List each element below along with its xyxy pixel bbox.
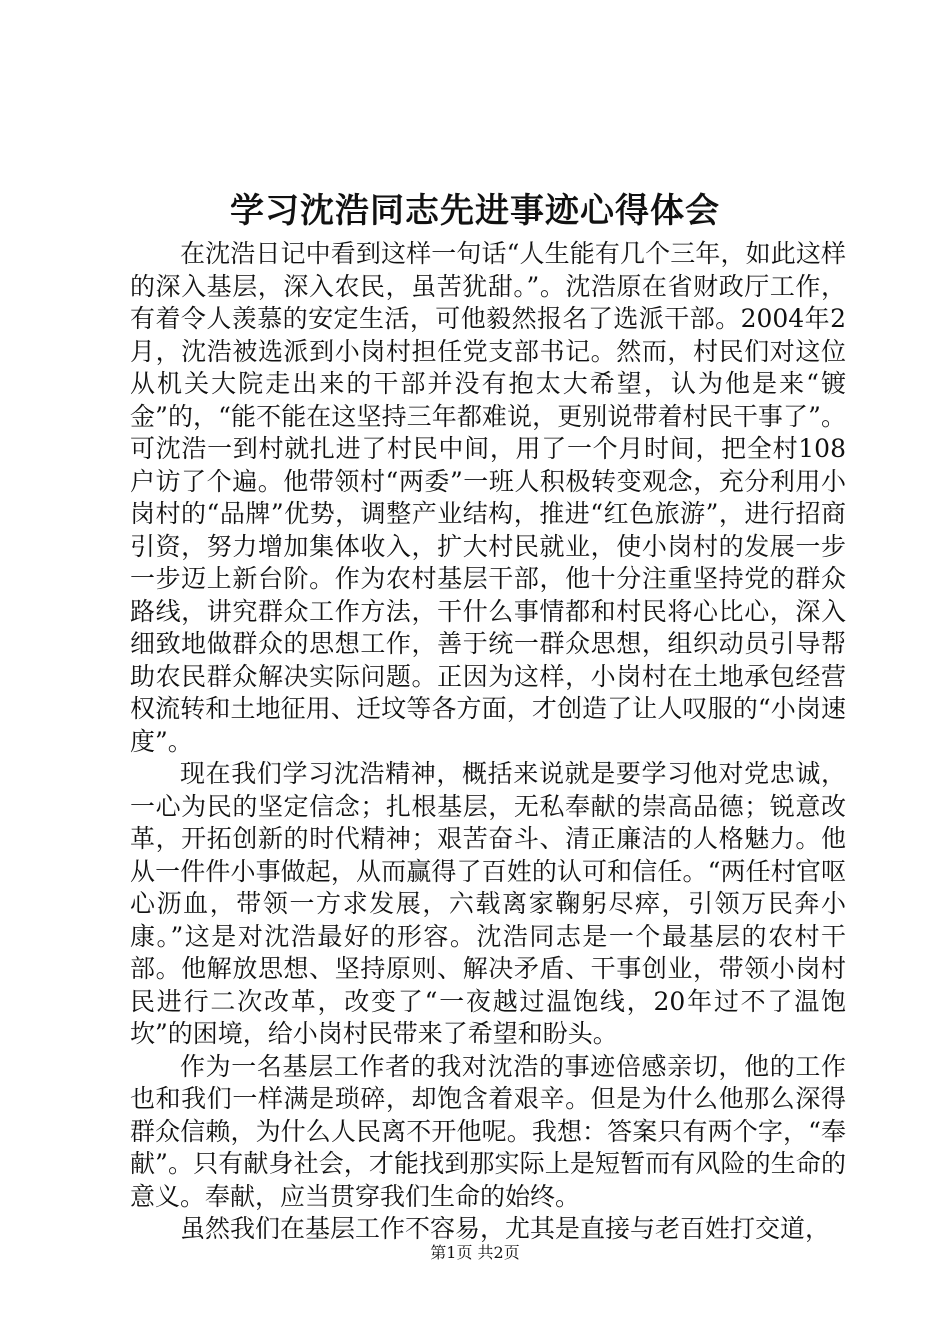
paragraph-3: 作为一名基层工作者的我对沈浩的事迹倍感亲切，他的工作也和我们一样满是琐碎，却饱含着艰辛。但是为什么他那么深得群众信赖，为什么人民离不开他呢。我想：答案只有两个字，“奉献”。只有献身社会，才能找到那实际上是短暂而有风险的生命的意义。奉献，应当贯穿我们生命的始终。: [130, 1051, 846, 1211]
paragraph-2: 现在我们学习沈浩精神，概括来说就是要学习他对党忠诚，一心为民的坚定信念；扎根基层，无私奉献的崇高品德；锐意改革，开拓创新的时代精神；艰苦奋斗、清正廉洁的人格魅力。他从一件件小事做起，从而赢得了百姓的认可和信任。“两任村官呕心沥血，带领一方求发展，六载离家鞠躬尽瘁，引领万民奔小康。”这是对沈浩最好的形容。沈浩同志是一个最基层的农村干部。他解放思想、坚持原则、解决矛盾、干事创业，带领小岗村民进行二次改革，改变了“一夜越过温饱线，20年过不了温饱坎”的困境，给小岗村民带来了希望和盼头。: [130, 759, 846, 1048]
document-title: 学习沈浩同志先进事迹心得体会: [230, 191, 720, 231]
paragraph-1: 在沈浩日记中看到这样一句话“人生能有几个三年，如此这样的深入基层，深入农民，虽苦犹甜。”。沈浩原在省财政厅工作，有着令人羡慕的安定生活，可他毅然报名了选派干部。2004年2月，沈浩被选派到小岗村担任党支部书记。然而，村民们对这位从机关大院走出来的干部并没有抱太大希望，认为他是来“镀金”的，“能不能在这坚持三年都难说，更别说带着村民干事了”。可沈浩一到村就扎进了村民中间，用了一个月时间，把全村108户访了个遍。他带领村“两委”一班人积极转变观念，充分利用小岗村的“品牌”优势，调整产业结构，推进“红色旅游”，进行招商引资，努力增加集体收入，扩大村民就业，使小岗村的发展一步一步迈上新台阶。作为农村基层干部，他十分注重坚持党的群众路线，讲究群众工作方法，干什么事情都和村民将心比心，深入细致地做群众的思想工作，善于统一群众思想，组织动员引导帮助农民群众解决实际问题。正因为这样，小岗村在土地承包经营权流转和土地征用、迁坟等各方面，才创造了让人叹服的“小岗速度”。: [130, 239, 846, 756]
paragraph-4: 虽然我们在基层工作不容易，尤其是直接与老百姓打交道，: [180, 1214, 831, 1243]
document-body: [130, 238, 846, 1246]
page-number-footer: 第1页 共2页: [430, 1243, 520, 1262]
